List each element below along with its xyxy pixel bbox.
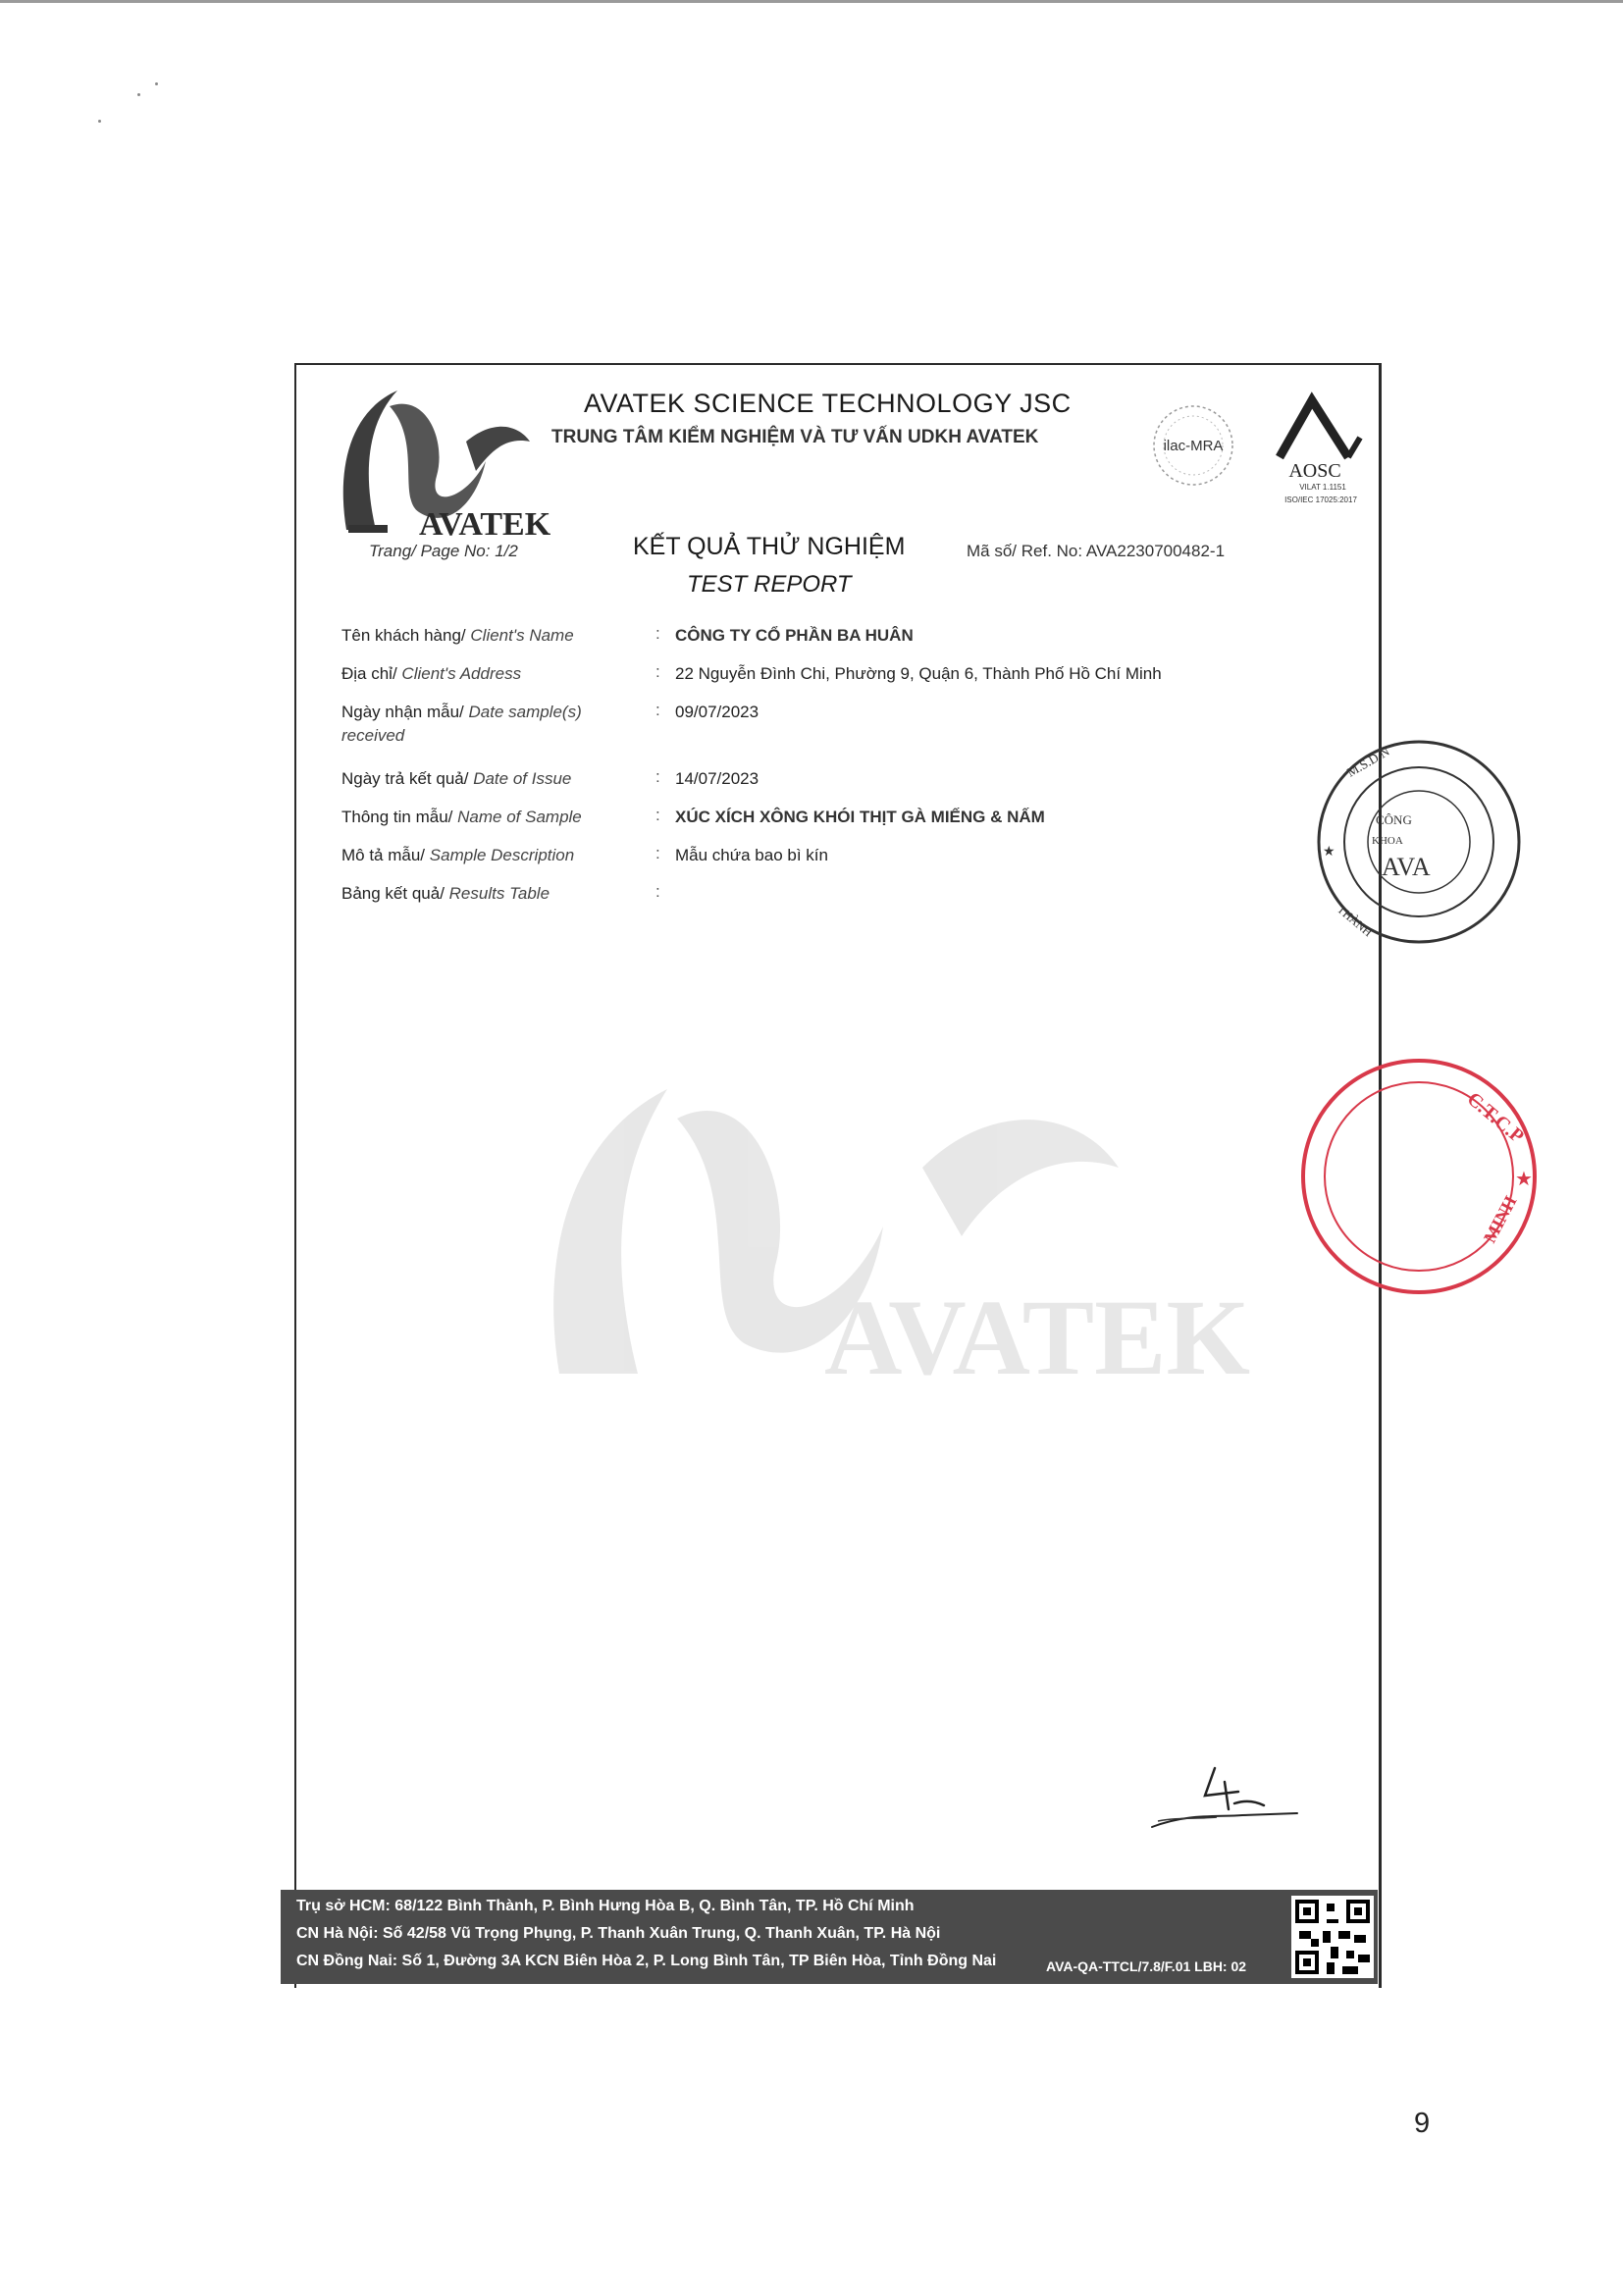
field-label: Ngày nhận mẫu/ Date sample(s) received [341, 703, 582, 745]
footer-form-code: AVA-QA-TTCL/7.8/F.01 LBH: 02 [1046, 1958, 1247, 1974]
page-number: 9 [1414, 2108, 1431, 2139]
field-value: CÔNG TY CỔ PHẦN BA HUÂN [675, 626, 914, 645]
svg-text:CÔNG: CÔNG [1376, 812, 1412, 827]
field-value: 09/07/2023 [675, 703, 759, 721]
ilac-text: ilac-MRA [1163, 438, 1224, 454]
field-value: 14/07/2023 [675, 769, 759, 788]
field-colon: : [655, 662, 660, 681]
svg-text:★: ★ [1323, 845, 1335, 860]
aosc-text: AOSC [1288, 460, 1341, 482]
field-label: Ngày trả kết quả/ Date of Issue [341, 769, 572, 788]
signature [1148, 1756, 1305, 1835]
svg-text:★: ★ [1515, 1169, 1533, 1190]
field-value: Mẫu chứa bao bì kín [675, 846, 828, 864]
avatek-watermark [530, 1060, 1251, 1397]
footer-band [281, 1890, 1378, 1984]
footer-address-hcm: Trụ sở HCM: 68/122 Bình Thành, P. Bình Hưng Hòa B, Q. Bình Tân, TP. Hồ Chí Minh [296, 1898, 915, 1914]
field-client-name [341, 624, 1274, 663]
field-colon: : [655, 882, 660, 901]
field-colon: : [655, 767, 660, 786]
field-label: Mô tả mẫu/ Sample Description [341, 846, 575, 864]
field-label: Thông tin mẫu/ Name of Sample [341, 808, 582, 826]
svg-text:C.T.C.P: C.T.C.P [1462, 1087, 1528, 1148]
field-label: Tên khách hàng/ Client's Name [341, 626, 574, 645]
logo-text: AVATEK [419, 506, 551, 543]
company-stamp-black [1311, 730, 1431, 954]
scan-speck [137, 93, 140, 96]
svg-text:M.S.D.N: M.S.D.N [1344, 743, 1392, 780]
svg-text:KHOA: KHOA [1372, 835, 1403, 847]
field-colon: : [655, 701, 660, 719]
scan-speck [155, 82, 158, 85]
company-name-vi: TRUNG TÂM KIỂM NGHIỆM VÀ TƯ VẤN UDKH AVATEK [551, 427, 1039, 447]
field-colon: : [655, 624, 660, 643]
field-date-received [341, 701, 1274, 756]
field-sample-description [341, 844, 1274, 883]
aosc-vilat: VILAT 1.1151 [1299, 483, 1346, 492]
footer-address-hanoi: CN Hà Nội: Số 42/58 Vũ Trọng Phụng, P. Thanh Xuân Trung, Q. Thanh Xuân, TP. Hà Nội [296, 1925, 941, 1942]
svg-text:AVA: AVA [1382, 853, 1431, 881]
field-sample-name [341, 806, 1274, 845]
field-date-issue [341, 767, 1274, 807]
field-label: Địa chỉ/ Client's Address [341, 664, 522, 683]
page-number-label: Trang/ Page No: 1/2 [369, 542, 518, 560]
reference-number: Mã số/ Ref. No: AVA2230700482-1 [967, 542, 1226, 560]
company-stamp-red [1448, 1048, 1543, 1305]
field-value: 22 Nguyễn Đình Chi, Phường 9, Quận 6, Thành Phố Hồ Chí Minh [675, 664, 1162, 683]
report-title-en: TEST REPORT [687, 571, 852, 598]
report-title-vi: KẾT QUẢ THỬ NGHIỆM [633, 533, 906, 560]
scan-speck [98, 120, 101, 123]
field-results-table [341, 882, 1274, 921]
svg-text:AVATEK: AVATEK [824, 1278, 1251, 1397]
field-colon: : [655, 806, 660, 824]
company-name-en: AVATEK SCIENCE TECHNOLOGY JSC [584, 389, 1072, 418]
qr-code [1291, 1896, 1374, 1978]
field-value: XÚC XÍCH XÔNG KHÓI THỊT GÀ MIẾNG & NẤM [675, 808, 1045, 826]
footer-address-dongnai: CN Đồng Nai: Số 1, Đường 3A KCN Biên Hòa 2, P. Long Bình Tân, TP Biên Hòa, Tỉnh Đồng Nai [296, 1953, 997, 1969]
svg-text:MINH: MINH [1479, 1192, 1521, 1246]
field-colon: : [655, 844, 660, 862]
field-label: Bảng kết quả/ Results Table [341, 884, 550, 903]
aosc-iso: ISO/IEC 17025:2017 [1284, 496, 1357, 504]
aosc-logo [1258, 392, 1376, 506]
svg-text:THÀNH: THÀNH [1335, 902, 1376, 940]
scan-border [0, 0, 1623, 3]
field-client-address [341, 662, 1274, 702]
avatek-logo [329, 383, 551, 543]
ilac-mra-logo [1148, 400, 1238, 491]
